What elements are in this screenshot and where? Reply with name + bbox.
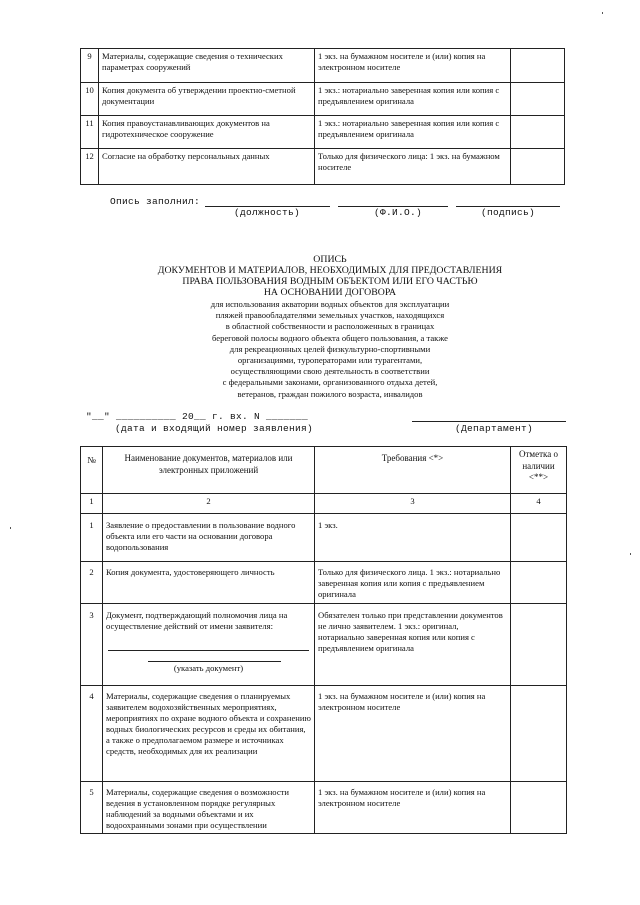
- row-number: 9: [81, 49, 99, 83]
- column-number: 4: [511, 494, 567, 514]
- presence-mark: [511, 149, 565, 185]
- table-row: [81, 83, 565, 116]
- presence-mark: [511, 83, 565, 116]
- top-table: [80, 48, 565, 185]
- position-caption: (должность): [234, 207, 301, 218]
- row-number: 10: [81, 83, 99, 116]
- subtitle-line: с федеральными законами, организованного отдыха детей,: [222, 377, 438, 388]
- table-row: [81, 116, 565, 149]
- table-row: [81, 49, 565, 83]
- requirement: Только для физического лица: 1 экз. на бумажном носителе: [315, 149, 511, 185]
- document-name: Документ, подтверждающий полномочия лица на осуществление действий от имени заявителя:: [106, 610, 288, 631]
- table-row: [81, 562, 567, 604]
- table-row: [81, 686, 567, 782]
- table-row: [81, 782, 567, 834]
- requirement: 1 экз.: нотариально заверенная копия или копия с предъявлением оригинала: [315, 116, 511, 149]
- row-number: 11: [81, 116, 99, 149]
- row-number: 2: [81, 562, 103, 604]
- scan-speck: [602, 12, 603, 14]
- document-name: Копия правоустанавливающих документов на гидротехническое сооружение: [99, 116, 315, 149]
- table-row: [81, 604, 567, 686]
- document-name: Материалы, содержащие сведения о планируемых заявителем водохозяйственных мероприятиях, мероприятиях по охране водного объекта и сохранению водных биологических ресурсов и среды их обитания, а также о предполагаемом размере и источниках средств, необходимых для их реализации: [103, 686, 315, 782]
- heading-line: ПРАВА ПОЛЬЗОВАНИЯ ВОДНЫМ ОБЪЕКТОМ ИЛИ ЕГО ЧАСТЬЮ: [182, 276, 478, 287]
- row-number: 4: [81, 686, 103, 782]
- document-fill-line: [148, 661, 281, 662]
- signature-label: Опись заполнил:: [110, 196, 201, 207]
- document-name: Копия документа об утверждении проектно-сметной документации: [99, 83, 315, 116]
- requirement: Только для физического лица. 1 экз.: нотариально заверенная копия или копия с предъявлением оригинала: [315, 562, 511, 604]
- header-presence: Отметка о наличии <**>: [511, 447, 567, 494]
- column-number: 2: [103, 494, 315, 514]
- document-name: Согласие на обработку персональных данных: [99, 149, 315, 185]
- presence-mark: [511, 514, 567, 562]
- column-number-row: [81, 494, 567, 514]
- document-fill-line: [108, 650, 309, 651]
- presence-mark: [511, 686, 567, 782]
- heading-line: ДОКУМЕНТОВ И МАТЕРИАЛОВ, НЕОБХОДИМЫХ ДЛЯ ПРЕДОСТАВЛЕНИЯ: [157, 265, 503, 276]
- subtitle-line: ветеранов, граждан пожилого возраста, инвалидов: [237, 388, 423, 399]
- document-heading: [120, 254, 540, 298]
- subtitle-line: береговой полосы водного объекта общего пользования, а также: [212, 332, 448, 343]
- requirement: 1 экз. на бумажном носителе и (или) копия на электронном носителе: [315, 49, 511, 83]
- row-number: 3: [81, 604, 103, 686]
- row-number: 5: [81, 782, 103, 834]
- requirement: 1 экз.: нотариально заверенная копия или копия с предъявлением оригинала: [315, 83, 511, 116]
- heading-line: НА ОСНОВАНИИ ДОГОВОРА: [263, 287, 397, 298]
- department-line: [412, 421, 566, 422]
- table-row: [81, 149, 565, 185]
- document-name: Заявление о предоставлении в пользование водного объекта или его части на основании договора водопользования: [103, 514, 315, 562]
- documents-table: [80, 446, 567, 834]
- heading-subtitle: [130, 299, 530, 400]
- requirement: 1 экз. на бумажном носителе и (или) копия на электронном носителе: [315, 782, 511, 834]
- header-number: №: [81, 447, 103, 494]
- row-number: 1: [81, 514, 103, 562]
- table-row: [81, 514, 567, 562]
- presence-mark: [511, 782, 567, 834]
- fio-caption: (Ф.И.О.): [374, 207, 423, 218]
- header-requirements: Требования <*>: [315, 447, 511, 494]
- subtitle-line: для рекреационных целей физкультурно-спортивными: [229, 343, 431, 354]
- department-caption: (Департамент): [455, 423, 534, 434]
- subtitle-line: осуществляющими свою деятельность в соответствии: [230, 366, 430, 377]
- header-document-name: Наименование документов, материалов или электронных приложений: [103, 447, 315, 494]
- presence-mark: [511, 604, 567, 686]
- heading-line: ОПИСЬ: [313, 254, 347, 265]
- document-hint: (указать документ): [173, 663, 244, 673]
- subtitle-line: организациями, туроператорами или турагентами,: [237, 355, 423, 366]
- presence-mark: [511, 49, 565, 83]
- document-name: Копия документа, удостоверяющего личность: [103, 562, 315, 604]
- document-name: Материалы, содержащие сведения о возможности ведения в установленном порядке регулярных наблюдений за водными объектами и их водоохранными зонами при осуществлении: [103, 782, 315, 834]
- document-name: Материалы, содержащие сведения о технических параметрах сооружений: [99, 49, 315, 83]
- column-number: 3: [315, 494, 511, 514]
- date-caption: (дата и входящий номер заявления): [115, 423, 314, 434]
- column-number: 1: [81, 494, 103, 514]
- date-and-number: "__" __________ 20__ г. вх. N _______: [86, 411, 309, 422]
- row-number: 12: [81, 149, 99, 185]
- scan-speck: [10, 527, 11, 529]
- scan-speck: [630, 553, 631, 555]
- subtitle-line: в областной собственности и расположенных в границах: [225, 321, 435, 332]
- sign-caption: (подпись): [481, 207, 536, 218]
- requirement: 1 экз.: [315, 514, 511, 562]
- presence-mark: [511, 116, 565, 149]
- subtitle-line: пляжей правообладателями земельных участков, находящихся: [215, 310, 445, 321]
- requirement: Обязателен только при представлении документов не лично заявителем. 1 экз.: оригинал, нотариально заверенная копия или копия с предъявлением оригинала: [315, 604, 511, 686]
- document-name-cell: [103, 604, 315, 686]
- presence-mark: [511, 562, 567, 604]
- table-header-row: [81, 447, 567, 494]
- subtitle-line: для использования акватории водных объектов для эксплуатации: [210, 299, 450, 309]
- requirement: 1 экз. на бумажном носителе и (или) копия на электронном носителе: [315, 686, 511, 782]
